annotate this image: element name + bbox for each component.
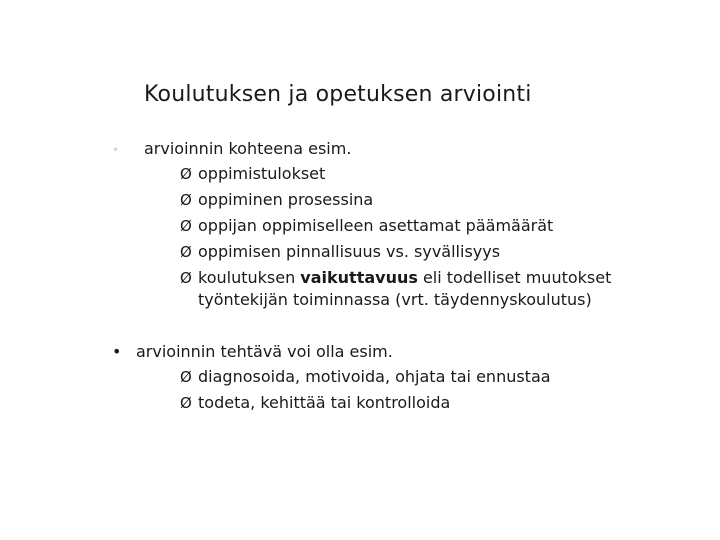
arrow-bullet-icon: Ø [180, 243, 192, 261]
arrow-bullet-icon: Ø [180, 394, 192, 412]
list-item-text: todeta, kehittää tai kontrolloida [198, 393, 451, 412]
list-item-continuation: työntekijän toiminnassa (vrt. täydennyskoulutus) [198, 290, 592, 309]
list-item-prefix: koulutuksen [198, 268, 301, 287]
list-item [180, 393, 450, 413]
arrow-bullet-icon: Ø [180, 191, 192, 209]
list-item-text: oppiminen prosessina [198, 190, 374, 209]
list-item-text: diagnosoida, motivoida, ohjata tai ennustaa [198, 367, 551, 386]
bullet-marker-2: • [112, 342, 122, 361]
arrow-bullet-icon: Ø [180, 368, 192, 386]
list-item [180, 242, 500, 262]
arrow-bullet-icon: Ø [180, 269, 192, 287]
list-item [180, 367, 551, 387]
arrow-bullet-icon: Ø [180, 217, 192, 235]
list-item-emphasis: vaikuttavuus [300, 268, 418, 287]
list-item-suffix: eli todelliset muutokset [417, 268, 612, 287]
list-item-text: oppimistulokset [198, 164, 326, 183]
bullet-marker-1: • [112, 143, 120, 157]
list-item [180, 190, 373, 210]
arrow-bullet-icon: Ø [180, 165, 192, 183]
list-item [180, 216, 553, 236]
list-item-text: oppimisen pinnallisuus vs. syvällisyys [198, 242, 501, 261]
list-item [180, 268, 611, 288]
slide-title: Koulutuksen ja opetuksen arviointi [144, 82, 532, 107]
section1-heading: arvioinnin kohteena esim. [144, 139, 352, 158]
list-item-text: oppijan oppimiselleen asettamat päämäärät [198, 216, 554, 235]
list-item [180, 164, 325, 184]
section2-heading: arvioinnin tehtävä voi olla esim. [136, 342, 393, 361]
